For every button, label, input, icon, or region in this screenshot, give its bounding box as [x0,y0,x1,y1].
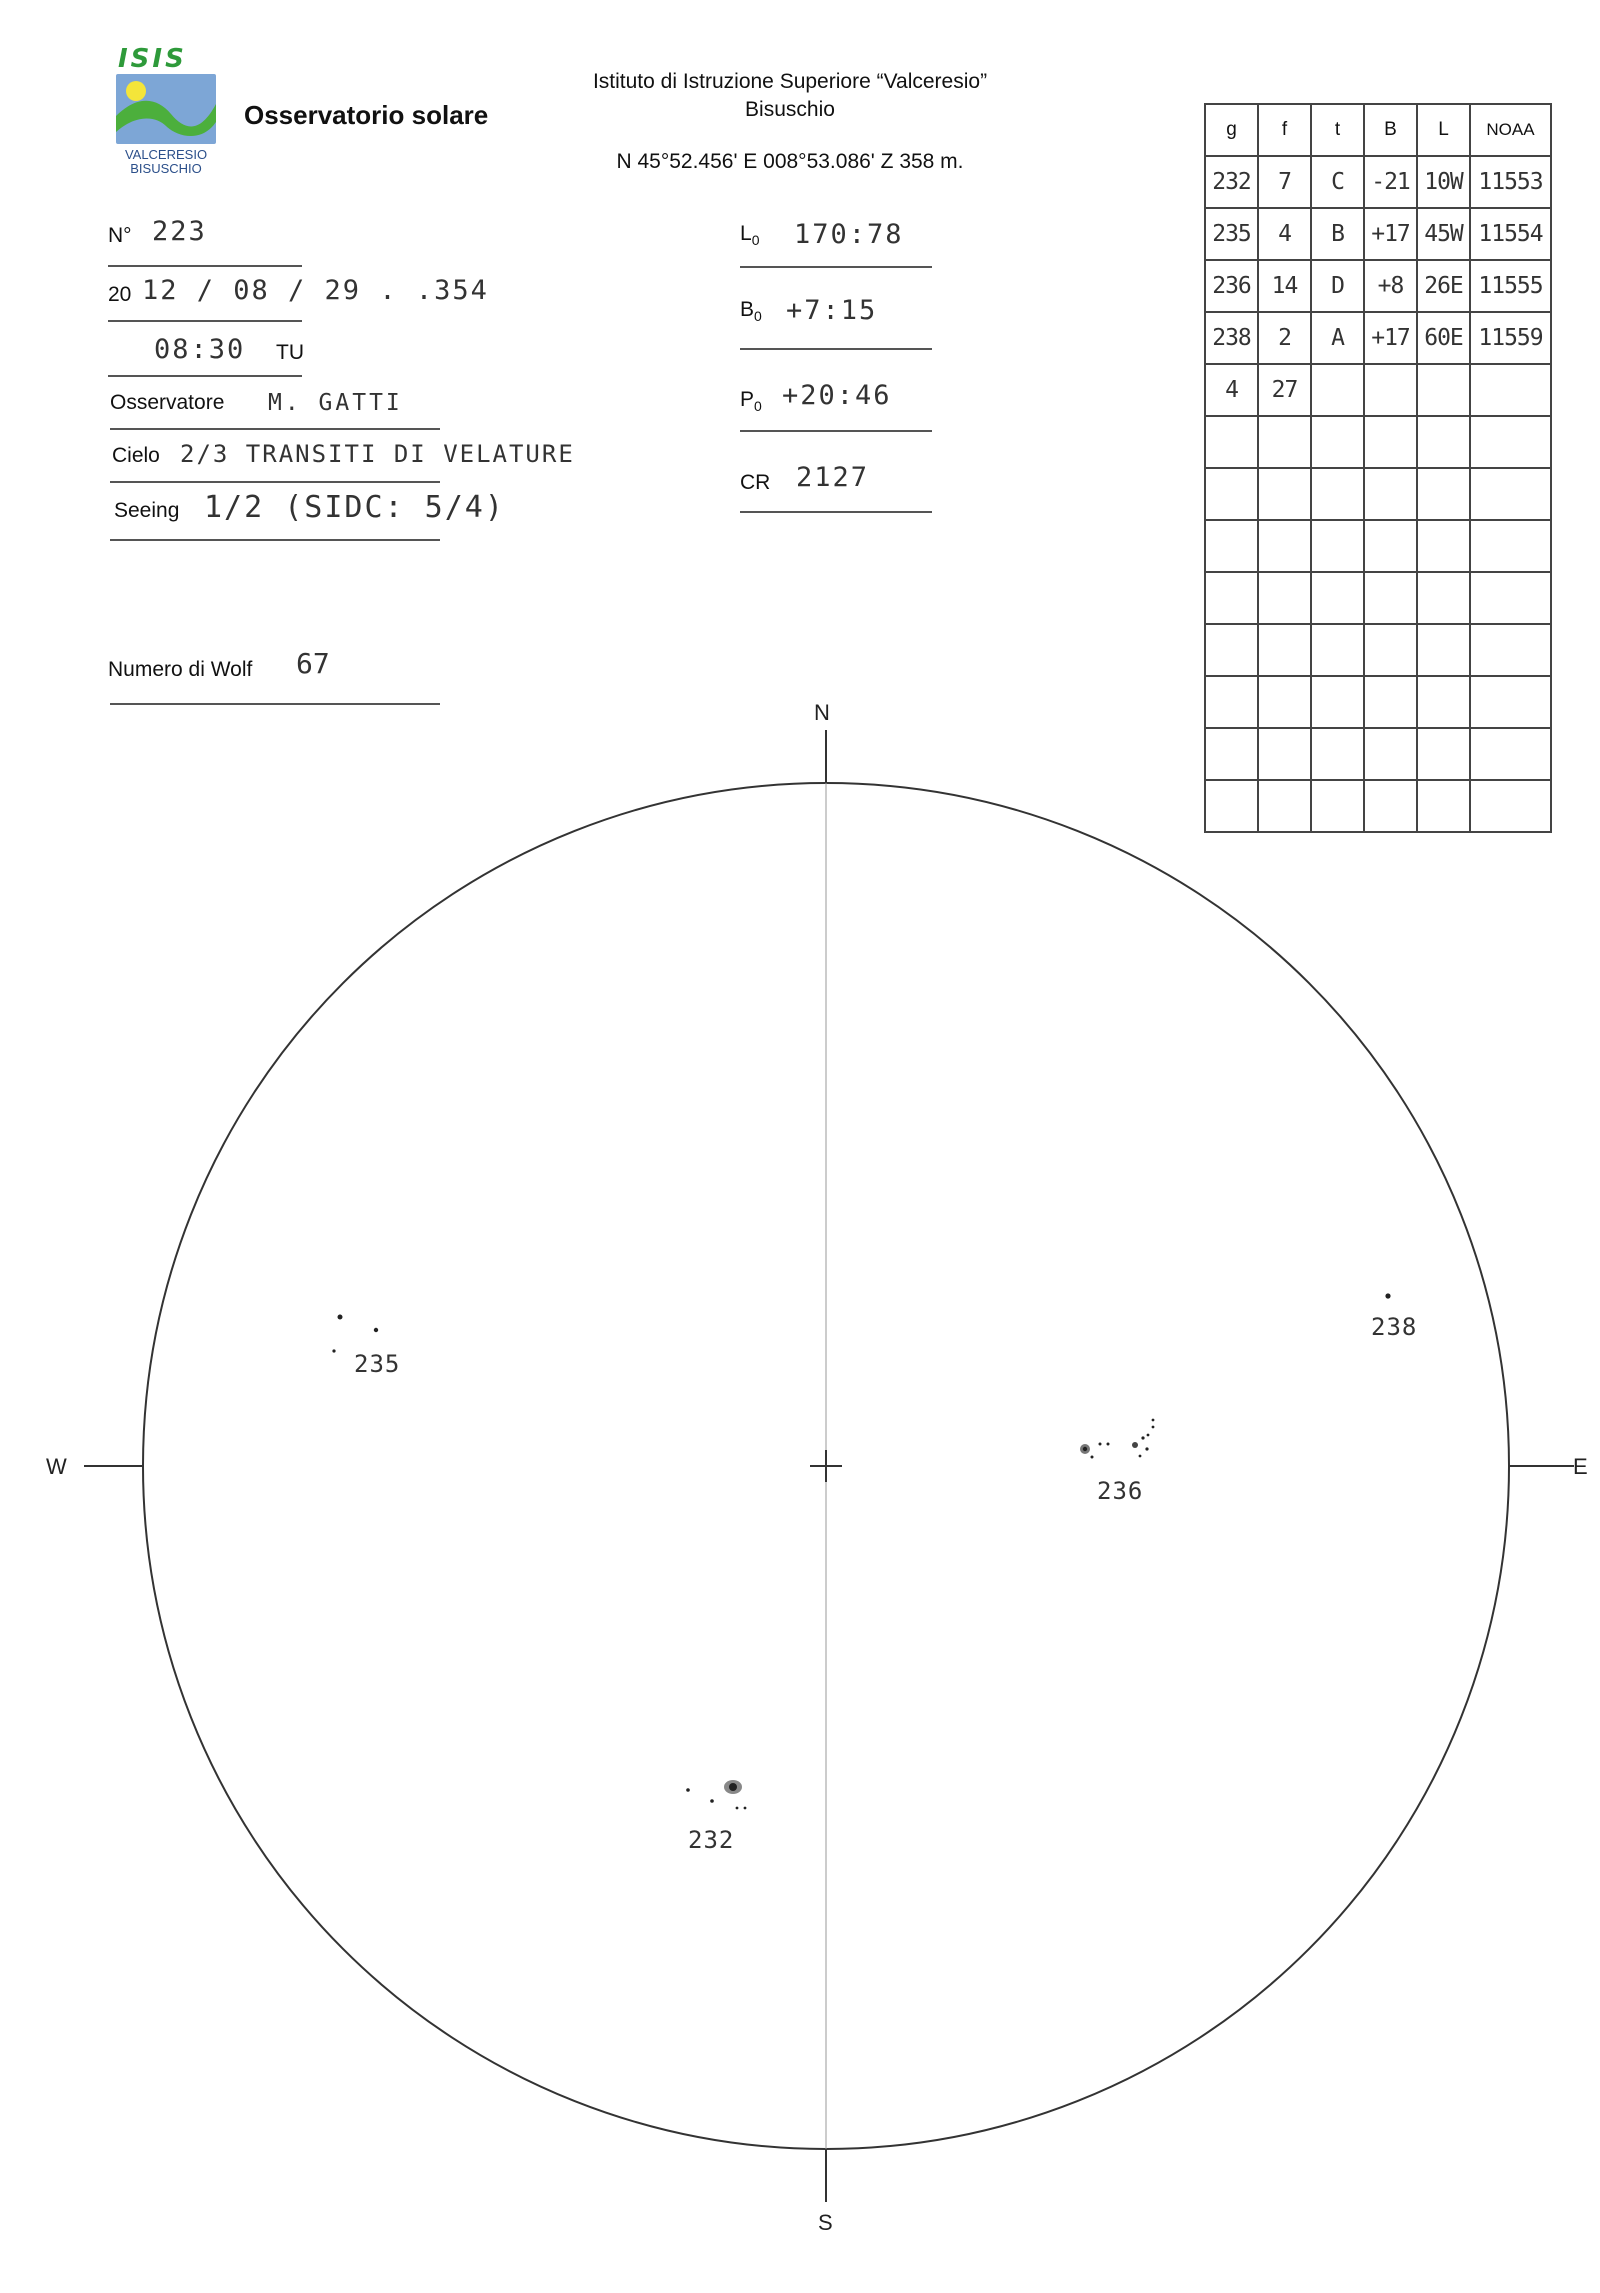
cell-b: +8 [1364,260,1417,312]
cr-value: 2127 [796,462,870,493]
cr-label: CR [740,471,771,494]
compass-south-label: S [818,2210,833,2235]
time-unit: TU [276,341,304,364]
cell-t: A [1311,312,1364,364]
group-label-232: 232 [688,1826,735,1854]
time-value: 08:30 [154,334,246,365]
cell-f: 7 [1258,156,1311,208]
wolf-number-value: 67 [296,647,330,680]
header-noaa: NOAA [1470,104,1551,156]
cell-b: +17 [1364,208,1417,260]
compass-north-label: N [814,700,830,725]
cell-noaa: 11559 [1470,312,1551,364]
cell-f: 4 [1258,208,1311,260]
cell-l: 45W [1417,208,1470,260]
logo-caption-line1: VALCERESIO [124,147,208,162]
cell-noaa: 11554 [1470,208,1551,260]
sunspot-group-236 [1080,1419,1154,1459]
sunspot-group-235 [332,1315,378,1353]
l0-label: $L_0$ [740,222,760,249]
cell-g: 236 [1205,260,1258,312]
cell-f: 27 [1258,364,1311,416]
number-label: N° [108,224,132,247]
wolf-number-label: Numero di Wolf [108,658,253,681]
cell-l: 26E [1417,260,1470,312]
b0-value: +7:15 [786,295,878,326]
cell-b: -21 [1364,156,1417,208]
seeing-label: Seeing [114,499,180,522]
header-g: g [1205,104,1258,156]
compass-west-label: W [46,1454,67,1479]
cell-f: 2 [1258,312,1311,364]
institute-line-1: Istituto di Istruzione Superiore “Valceresio” [592,70,988,93]
observer-label: Osservatore [110,391,225,414]
site-coordinates: N 45°52.456' E 008°53.086' Z 358 m. [616,150,964,173]
cell-b: +17 [1364,312,1417,364]
cell-f: 14 [1258,260,1311,312]
header-t: t [1311,104,1364,156]
cell-g: 4 [1205,364,1258,416]
cell-l: 10W [1417,156,1470,208]
cell-t: C [1311,156,1364,208]
cell-g: 232 [1205,156,1258,208]
date-prefix: 20 [108,283,132,306]
date-value: 12 / 08 / 29 . .354 [142,275,489,306]
cell-g: 235 [1205,208,1258,260]
group-label-236: 236 [1097,1477,1144,1505]
cell-noaa: 11553 [1470,156,1551,208]
header-f: f [1258,104,1311,156]
cell-g: 238 [1205,312,1258,364]
cell-l: 60E [1417,312,1470,364]
p0-value: +20:46 [782,380,892,411]
group-label-238: 238 [1371,1313,1418,1341]
p0-label: $P_0$ [740,388,762,415]
number-value: 223 [152,216,207,247]
sky-label: Cielo [112,444,160,467]
observer-value: M. GATTI [268,390,403,416]
seeing-value: 1/2 (SIDC: 5/4) [204,490,505,525]
cell-t: D [1311,260,1364,312]
header-b: B [1364,104,1417,156]
compass-east-label: E [1573,1454,1588,1479]
l0-value: 170:78 [794,219,904,250]
sunspot-group-232 [686,1780,746,1809]
group-label-235: 235 [354,1350,401,1378]
page-title: Osservatorio solare [244,100,489,130]
logo-caption-line2: BISUSCHIO [130,161,202,176]
cell-t: B [1311,208,1364,260]
header-l: L [1417,104,1470,156]
sky-value: 2/3 TRANSITI DI VELATURE [180,440,575,468]
sunspot-group-238 [1385,1293,1390,1298]
cell-noaa: 11555 [1470,260,1551,312]
logo-isis-text: ISIS [118,44,187,74]
b0-label: $B_0$ [740,298,762,325]
institute-line-2: Bisuschio [745,98,835,121]
